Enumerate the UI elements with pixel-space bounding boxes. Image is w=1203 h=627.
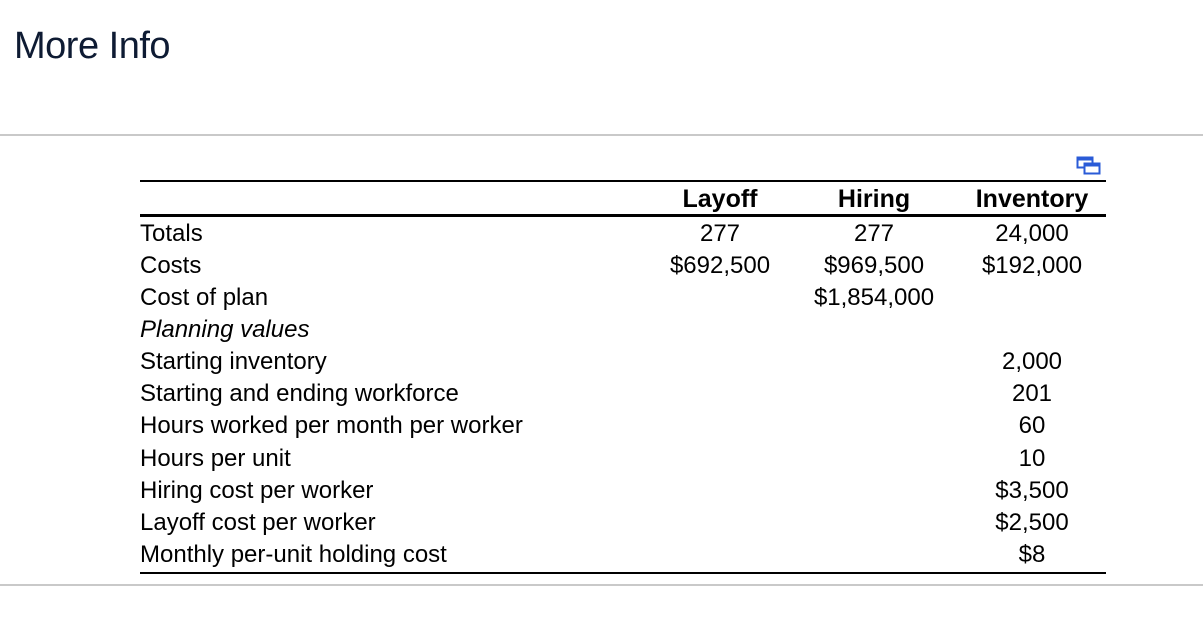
cell-inventory: 201 [1011,380,1053,407]
row-label: Totals [140,220,203,247]
table-row-costs [140,250,1106,282]
row-label: Starting inventory [140,348,327,375]
cell-inventory: $192,000 [981,252,1083,279]
table-row-workforce [140,378,1106,410]
row-label: Monthly per-unit holding cost [140,541,447,568]
cell-layoff: $692,500 [669,252,771,279]
table-header-rule [140,214,1106,217]
copy-table-icon[interactable] [1076,156,1102,176]
table-row-starting-inventory [140,346,1106,378]
table-row-totals [140,218,1106,250]
dialog-title: More Info [14,25,171,67]
table-row-hours-worked [140,410,1106,442]
table-row-hiring-cost [140,475,1106,507]
cell-inventory: $3,500 [995,477,1069,504]
row-label: Hours worked per month per worker [140,412,523,439]
row-label: Layoff cost per worker [140,509,376,536]
cell-inventory: $8 [1018,541,1046,568]
table-row-planning-values [140,314,1106,346]
bottom-divider [0,584,1203,586]
cell-inventory: 60 [1018,412,1046,439]
cell-hiring: $1,854,000 [813,284,935,311]
cell-hiring: 277 [853,220,895,247]
header-hiring: Hiring [837,185,911,213]
table-row-hours-per-unit [140,443,1106,475]
cell-hiring: $969,500 [823,252,925,279]
row-label: Starting and ending workforce [140,380,459,407]
top-divider [0,134,1203,136]
row-label: Hiring cost per worker [140,477,374,504]
header-inventory: Inventory [975,185,1089,213]
row-label: Hours per unit [140,445,291,472]
row-label: Costs [140,252,202,279]
table-row-layoff-cost [140,507,1106,539]
cell-inventory: 24,000 [995,220,1069,247]
header-layoff: Layoff [682,185,758,213]
cell-layoff: 277 [699,220,741,247]
table-row-cost-of-plan [140,282,1106,314]
cell-inventory: 2,000 [1001,348,1063,375]
cell-inventory: 10 [1018,445,1046,472]
table-row-holding-cost [140,539,1106,571]
cell-inventory: $2,500 [995,509,1069,536]
row-label: Cost of plan [140,284,269,311]
table-bottom-rule [140,572,1106,574]
section-label: Planning values [140,316,310,343]
table-top-rule [140,180,1106,182]
